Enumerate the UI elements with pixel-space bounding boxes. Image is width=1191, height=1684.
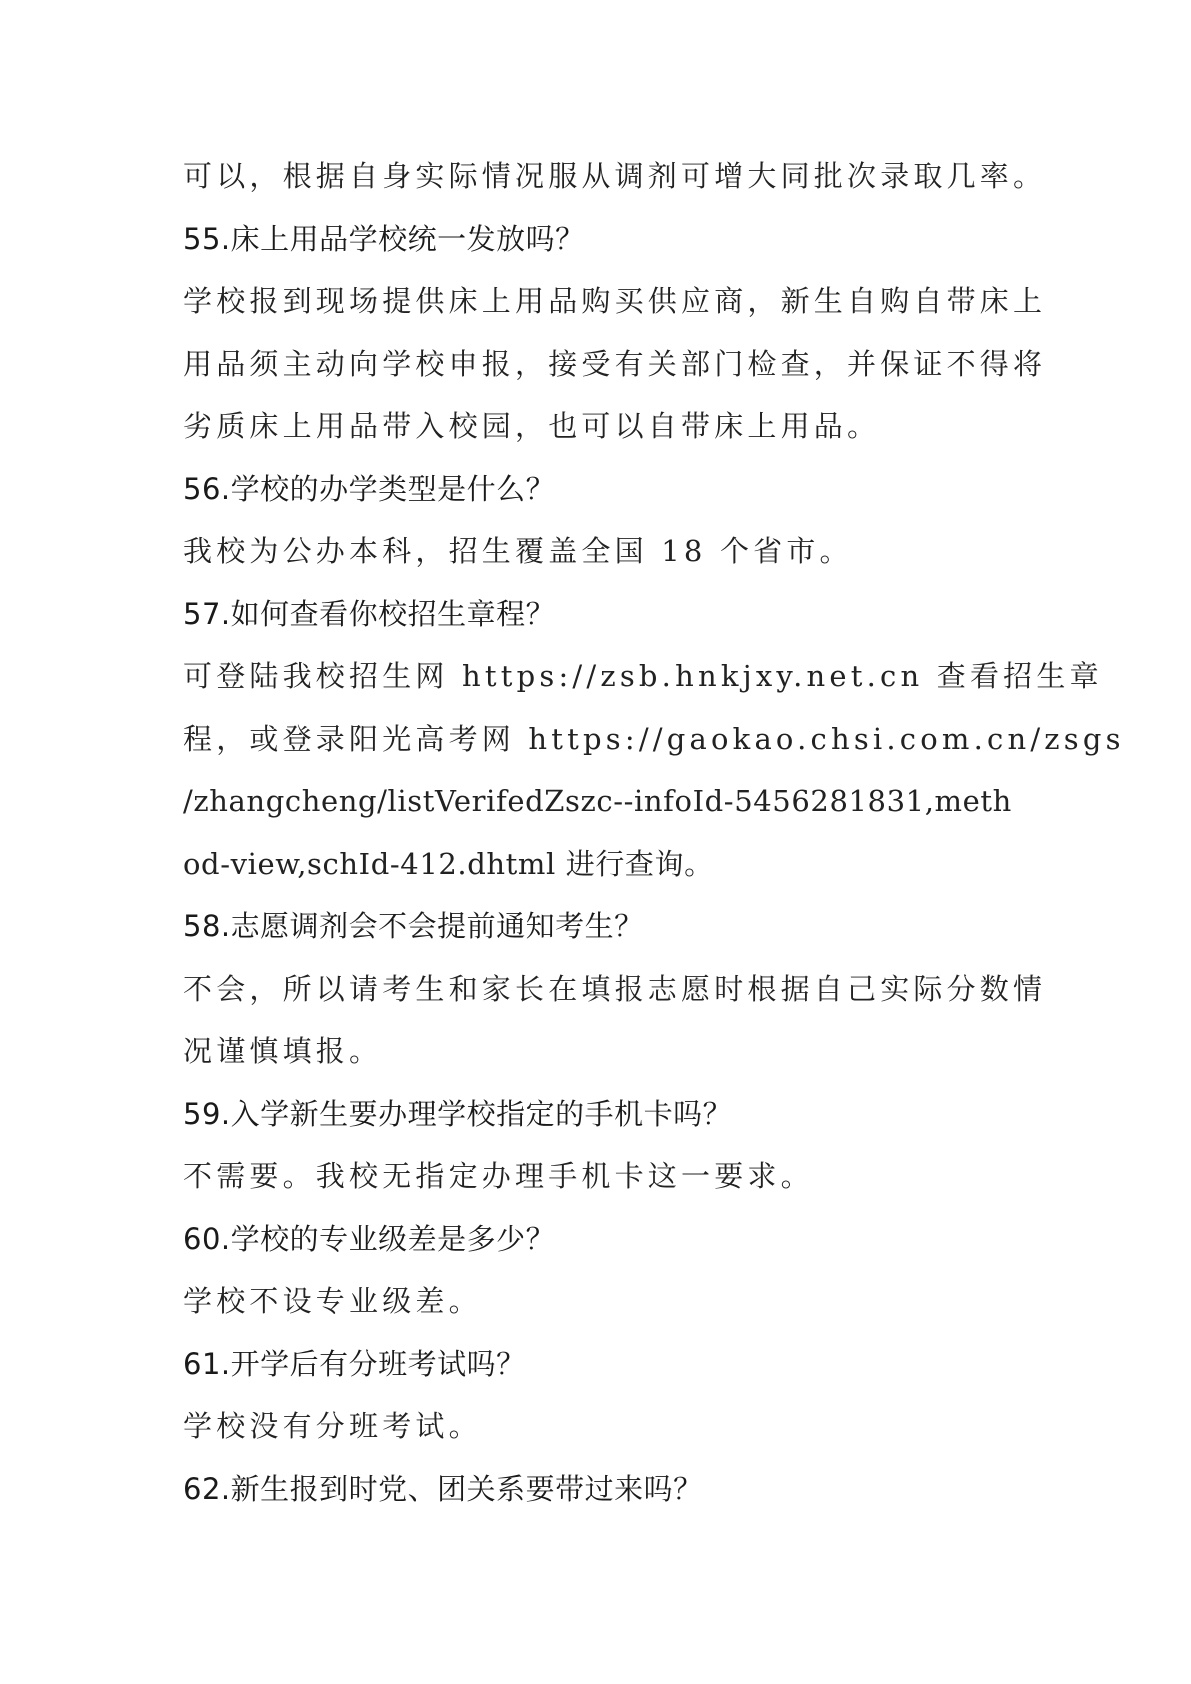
question-heading: 62.新生报到时党、团关系要带过来吗？ [183,1471,703,1506]
question-heading: 61.开学后有分班考试吗？ [183,1346,526,1381]
answer-line: 学校不设专业级差。 [183,1284,482,1318]
answer-line: 可以，根据自身实际情况服从调剂可增大同批次录取几率。 [183,159,1047,193]
answer-line: od-view,schId-412.dhtml 进行查询。 [183,846,714,881]
answer-line: 劣质床上用品带入校园，也可以自带床上用品。 [183,409,881,443]
question-heading: 57.如何查看你校招生章程？ [183,596,556,631]
question-heading: 55.床上用品学校统一发放吗？ [183,221,585,256]
answer-line: 学校没有分班考试。 [183,1409,482,1443]
answer-line: 用品须主动向学校申报，接受有关部门检查，并保证不得将 [183,346,1047,381]
question-heading: 58.志愿调剂会不会提前通知考生？ [183,909,644,943]
question-heading: 60.学校的专业级差是多少？ [183,1221,556,1256]
question-heading: 56.学校的办学类型是什么？ [183,471,556,506]
answer-line: 程，或登录阳光高考网 https://gaokao.chsi.com.cn/zsgs [183,721,1125,756]
answer-line: /zhangcheng/listVerifedZszc--infoId-5456281831,meth [183,784,1012,818]
answer-line: 我校为公办本科，招生覆盖全国 18 个省市。 [183,534,853,568]
answer-line: 不需要。我校无指定办理手机卡这一要求。 [183,1159,814,1193]
answer-line: 可登陆我校招生网 https://zsb.hnkjxy.net.cn 查看招生章 [183,659,1103,693]
answer-line: 不会，所以请考生和家长在填报志愿时根据自己实际分数情 [183,971,1047,1006]
question-heading: 59.入学新生要办理学校指定的手机卡吗？ [183,1096,733,1131]
answer-line: 学校报到现场提供床上用品购买供应商，新生自购自带床上 [183,284,1047,318]
faq-content [183,145,1125,1520]
answer-line: 况谨慎填报。 [183,1034,383,1068]
